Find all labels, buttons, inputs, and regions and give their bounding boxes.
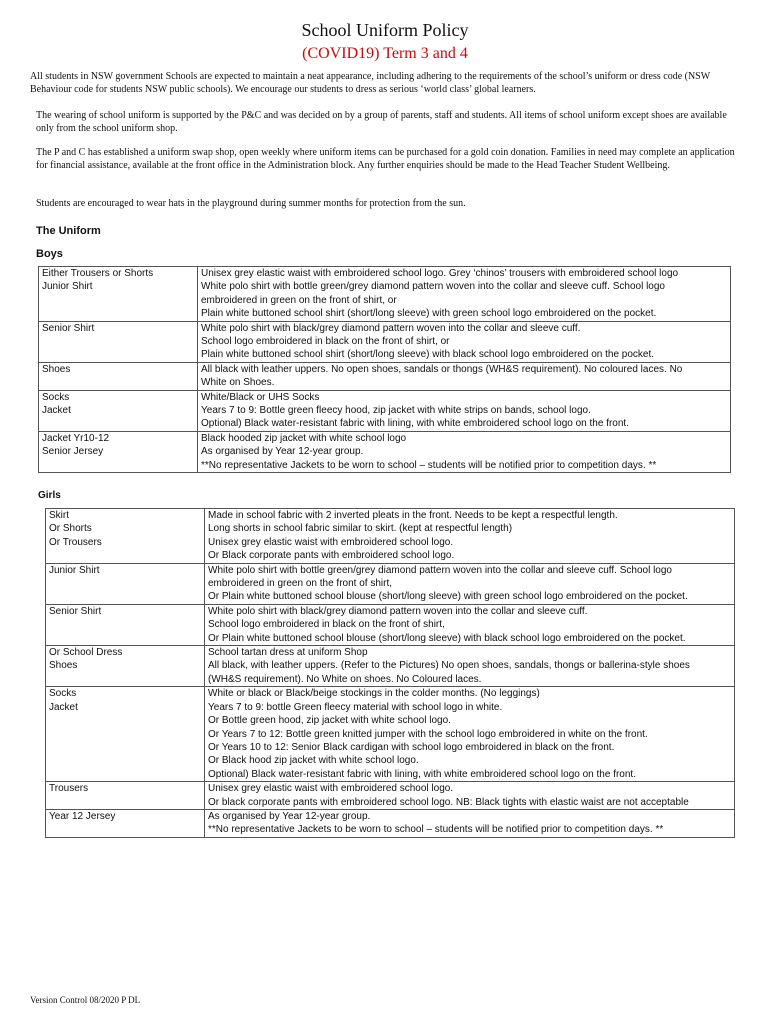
page-subtitle: (COVID19) Term 3 and 4 bbox=[302, 45, 468, 62]
item-label-cell bbox=[39, 390, 198, 431]
description-line: embroidered in green on the front of shirt, or bbox=[201, 294, 397, 306]
girls-table-body bbox=[46, 509, 735, 838]
item-label: Or Shorts bbox=[49, 523, 92, 535]
item-label-cell bbox=[46, 563, 205, 604]
description-line: Or Black hood zip jacket with white school logo. bbox=[208, 755, 419, 767]
item-label: Junior Shirt bbox=[42, 281, 93, 293]
item-label: Junior Shirt bbox=[49, 564, 100, 576]
description-line: Or Black corporate pants with embroidered school logo. bbox=[208, 550, 455, 562]
table-row bbox=[46, 604, 735, 645]
item-label-cell bbox=[46, 687, 205, 782]
item-description-cell bbox=[198, 267, 731, 322]
description-line: Years 7 to 9: Bottle green fleecy hood, zip jacket with white strips on bands, school logo. bbox=[201, 405, 591, 417]
description-line: Long shorts in school fabric similar to skirt. (kept at respectful length) bbox=[208, 523, 513, 535]
description-line: Or Years 10 to 12: Senior Black cardigan with school logo embroidered in black on the front. bbox=[208, 741, 615, 753]
description-line: White polo shirt with black/grey diamond pattern woven into the collar and sleeve cuff. bbox=[201, 322, 581, 334]
hats-paragraph: Students are encouraged to wear hats in the playground during summer months for protection from the sun. bbox=[36, 198, 466, 209]
item-label-cell bbox=[39, 362, 198, 390]
girls-uniform-table bbox=[45, 508, 735, 838]
item-label-cell bbox=[39, 431, 198, 472]
item-description-cell bbox=[205, 782, 735, 810]
item-label: Skirt bbox=[49, 510, 69, 521]
description-line: All black with leather uppers. No open shoes, sandals or thongs (WH&S requirement). No coloured laces. No bbox=[201, 363, 683, 375]
description-line: White polo shirt with bottle green/grey diamond pattern woven into the collar and sleeve cuff. School logo bbox=[201, 281, 665, 293]
intro-paragraph: All students in NSW government Schools are expected to maintain a neat appearance, including adhering to the requirements of the school’s uniform or dress code (NSW Behaviour code for students NSW public schools). We encourage our students to dress as serious ‘world class’ global learners. bbox=[30, 71, 710, 96]
description-line: Black hooded zip jacket with white school logo bbox=[201, 432, 407, 444]
item-label: Either Trousers or Shorts bbox=[42, 268, 154, 279]
description-line: As organised by Year 12-year group. bbox=[208, 810, 371, 822]
description-line: White/Black or UHS Socks bbox=[201, 391, 320, 403]
description-line: White or black or Black/beige stockings in the colder months. (No leggings) bbox=[208, 688, 540, 700]
swap-shop-paragraph: The P and C has established a uniform swap shop, open weekly where uniform items can be purchased for a gold coin donation. Families in need may complete an application for financial assistance, available at the front office in the Administration block. Any further enquiries should be made to the Head Teacher Student Wellbeing. bbox=[36, 147, 735, 172]
description-line: School logo embroidered in black on the front of shirt, or bbox=[201, 336, 450, 348]
boys-table-body bbox=[39, 267, 731, 473]
description-line: White on Shoes. bbox=[201, 377, 275, 389]
table-row bbox=[46, 687, 735, 782]
item-label: Year 12 Jersey bbox=[49, 810, 116, 822]
item-label: Jacket bbox=[42, 405, 71, 417]
item-label-cell bbox=[46, 509, 205, 564]
description-line: **No representative Jackets to be worn to school – students will be notified prior to competition days. ** bbox=[201, 459, 657, 471]
item-description-cell bbox=[198, 390, 731, 431]
page-title: School Uniform Policy bbox=[301, 20, 469, 40]
table-row bbox=[39, 321, 731, 362]
pandc-paragraph: The wearing of school uniform is supported by the P&C and was decided on by a group of parents, staff and students. All items of school uniform except shoes are available only from the school uniform shop. bbox=[36, 110, 727, 135]
item-label-cell bbox=[39, 321, 198, 362]
description-line: (WH&S requirement). No White on shoes. No Coloured laces. bbox=[208, 673, 482, 685]
item-label: Socks bbox=[42, 391, 70, 403]
item-label: Or School Dress bbox=[49, 647, 123, 659]
item-label-cell bbox=[46, 646, 205, 687]
description-line: Optional) Black water-resistant fabric with lining, with white embroidered school logo on the front. bbox=[208, 768, 636, 780]
description-line: As organised by Year 12-year group. bbox=[201, 446, 364, 458]
description-line: Unisex grey elastic waist with embroidered school logo. Grey ‘chinos’ trousers with embroidered school logo bbox=[201, 268, 679, 279]
description-line: Made in school fabric with 2 inverted pleats in the front. Needs to be kept a respectful length. bbox=[208, 510, 618, 521]
item-label: Jacket bbox=[49, 701, 78, 713]
table-row bbox=[46, 809, 735, 837]
item-description-cell bbox=[205, 604, 735, 645]
description-line: White polo shirt with bottle green/grey diamond pattern woven into the collar and sleeve cuff. School logo bbox=[208, 564, 672, 576]
table-row bbox=[39, 362, 731, 390]
item-description-cell bbox=[205, 563, 735, 604]
description-line: School tartan dress at uniform Shop bbox=[208, 647, 368, 659]
item-description-cell bbox=[205, 646, 735, 687]
item-label: Socks bbox=[49, 688, 77, 700]
item-label-cell bbox=[39, 267, 198, 322]
item-label: Shoes bbox=[42, 363, 71, 375]
table-row bbox=[39, 431, 731, 472]
description-line: Unisex grey elastic waist with embroidered school logo. bbox=[208, 536, 454, 548]
girls-heading: Girls bbox=[38, 490, 61, 501]
description-line: **No representative Jackets to be worn to school – students will be notified prior to competition days. ** bbox=[208, 824, 664, 836]
description-line: Plain white buttoned school shirt (short/long sleeve) with black school logo embroidered on the pocket. bbox=[201, 349, 655, 361]
table-row bbox=[46, 509, 735, 564]
table-row bbox=[46, 782, 735, 810]
item-description-cell bbox=[205, 687, 735, 782]
item-description-cell bbox=[198, 362, 731, 390]
description-line: Unisex grey elastic waist with embroidered school logo. bbox=[208, 783, 454, 795]
item-label-cell bbox=[46, 604, 205, 645]
description-line: Or Years 7 to 12: Bottle green knitted jumper with the school logo embroidered in white on the front. bbox=[208, 728, 648, 740]
description-line: Or Bottle green hood, zip jacket with white school logo. bbox=[208, 715, 451, 727]
item-label: Jacket Yr10-12 bbox=[42, 432, 110, 444]
item-description-cell bbox=[205, 509, 735, 564]
description-line: Optional) Black water-resistant fabric with lining, with white embroidered school logo on the front. bbox=[201, 418, 629, 430]
item-label: Trousers bbox=[49, 783, 89, 795]
boys-heading: Boys bbox=[36, 248, 63, 260]
item-label: Senior Shirt bbox=[49, 605, 102, 617]
description-line: embroidered in green on the front of shirt, bbox=[208, 578, 392, 590]
item-description-cell bbox=[198, 321, 731, 362]
item-label: Or Trousers bbox=[49, 536, 102, 548]
uniform-heading: The Uniform bbox=[36, 225, 101, 237]
item-description-cell bbox=[205, 809, 735, 837]
item-label-cell bbox=[46, 809, 205, 837]
item-description-cell bbox=[198, 431, 731, 472]
boys-uniform-table bbox=[38, 266, 731, 473]
description-line: Or Plain white buttoned school blouse (short/long sleeve) with green school logo embroidered on the pocket. bbox=[208, 591, 688, 603]
item-label-cell bbox=[46, 782, 205, 810]
description-line: All black, with leather uppers. (Refer to the Pictures) No open shoes, sandals, thongs or ballerina-style shoes bbox=[208, 660, 690, 672]
table-row bbox=[46, 563, 735, 604]
description-line: School logo embroidered in black on the front of shirt, bbox=[208, 619, 445, 631]
item-label: Senior Jersey bbox=[42, 446, 104, 458]
description-line: Or black corporate pants with embroidered school logo. NB: Black tights with elastic waist are not acceptable bbox=[208, 796, 689, 808]
table-row bbox=[46, 646, 735, 687]
description-line: Or Plain white buttoned school blouse (short/long sleeve) with black school logo embroidered on the pocket. bbox=[208, 632, 686, 644]
table-row bbox=[39, 390, 731, 431]
description-line: White polo shirt with black/grey diamond pattern woven into the collar and sleeve cuff. bbox=[208, 605, 588, 617]
item-label: Shoes bbox=[49, 660, 78, 672]
item-label: Senior Shirt bbox=[42, 322, 95, 334]
table-row bbox=[39, 267, 731, 322]
description-line: Plain white buttoned school shirt (short/long sleeve) with green school logo embroidered on the pocket. bbox=[201, 308, 657, 320]
description-line: Years 7 to 9: bottle Green fleecy material with school logo in white. bbox=[208, 701, 503, 713]
version-footer: Version Control 08/2020 P DL bbox=[30, 995, 141, 1005]
